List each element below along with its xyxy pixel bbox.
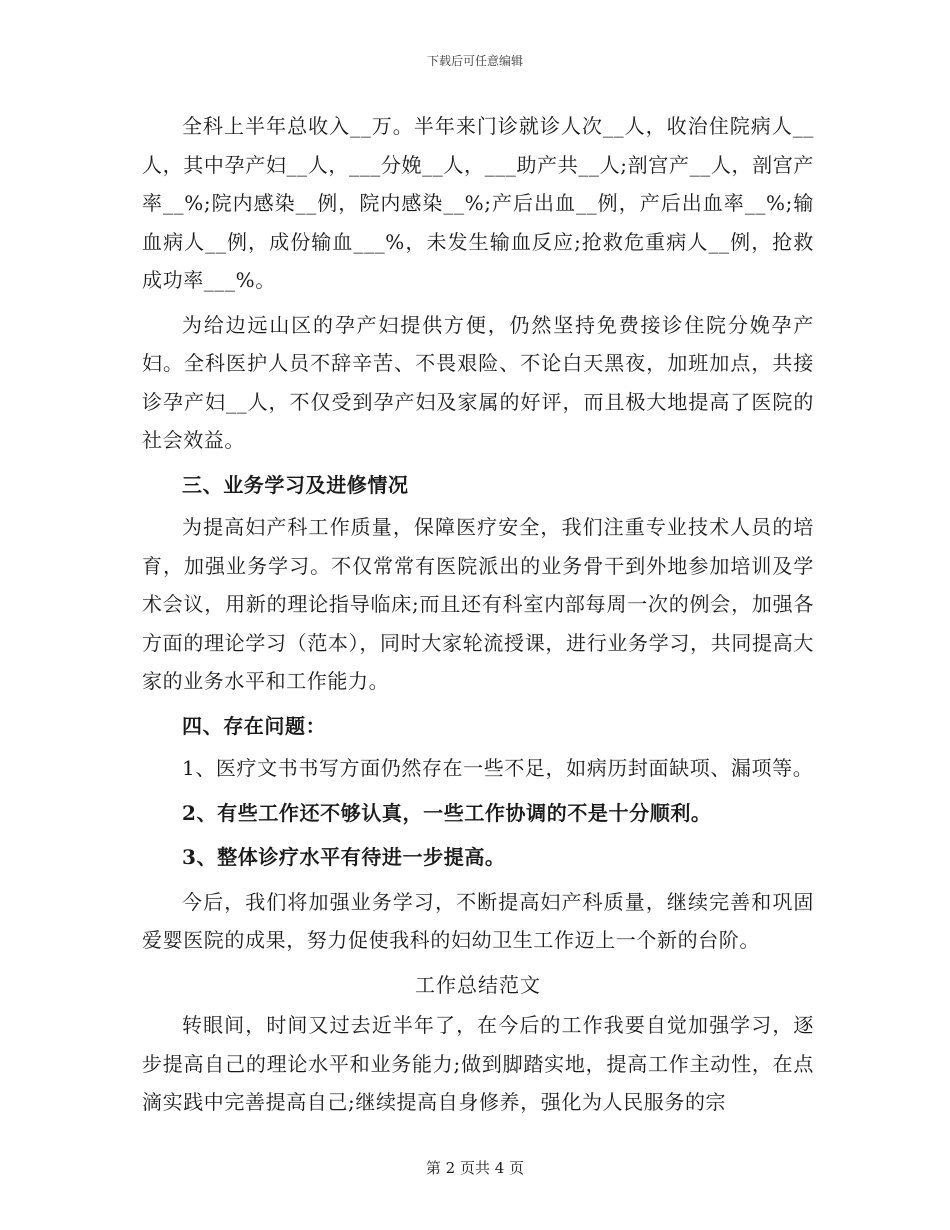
page-footer: 第 2 页共 4 页	[425, 1159, 525, 1177]
paragraph-work-summary: 转眼间，时间又过去近半年了，在今后的工作我要自觉加强学习，逐步提高自己的理论水平和业务能力;做到脚踏实地，提高工作主动性，在点滴实践中完善提高自己;继续提高自身修养，强化为人民服务的宗	[142, 1013, 814, 1114]
paragraph-business-study: 为提高妇产科工作质量，保障医疗安全，我们注重专业技术人员的培育，加强业务学习。不仅常常有医院派出的业务骨干到外地参加培训及学术会议，用新的理论指导临床;而且还有科室内部每周一次的例会，加强各方面的理论学习（范本），同时大家轮流授课，进行业务学习，共同提高大家的业务水平和工作能力。	[142, 515, 814, 693]
paragraph-free-admission: 为给边远山区的孕产妇提供方便，仍然坚持免费接诊住院分娩孕产妇。全科医护人员不辞辛苦、不畏艰险、不论白天黑夜，加班加点，共接诊孕产妇__人，不仅受到孕产妇及家属的好评，而且极大地提高了医院的社会效益。	[142, 312, 814, 452]
heading-business-study: 三、业务学习及进修情况	[182, 472, 409, 497]
problem-item-2: 2、有些工作还不够认真，一些工作协调的不是十分顺利。	[182, 800, 712, 825]
section-title-work-summary: 工作总结范文	[415, 972, 541, 997]
document-body	[142, 107, 814, 1128]
problem-item-3: 3、整体诊疗水平有待进一步提高。	[182, 845, 506, 869]
heading-existing-problems: 四、存在问题：	[182, 713, 327, 738]
problem-item-1: 1、医疗文书书写方面仍然存在一些不足，如病历封面缺项、漏项等。	[182, 756, 814, 780]
page-header: 下载后可任意编辑	[426, 54, 523, 68]
paragraph-income-statistics: 全科上半年总收入__万。半年来门诊就诊人次__人，收治住院病人__人，其中孕产妇__人，___分娩__人，___助产共__人;剖宫产__人，剖宫产率__%;院内感染__例，院内感染__%;产后出血__例，产后出血率__%;输血病人__例，成份输血___%，未发生输血反应;抢救危重病人__例，抢救成功率___%。	[142, 114, 814, 292]
paragraph-future-plan: 今后，我们将加强业务学习，不断提高妇产科质量，继续完善和巩固爱婴医院的成果，努力促使我科的妇幼卫生工作迈上一个新的台阶。	[142, 889, 814, 952]
